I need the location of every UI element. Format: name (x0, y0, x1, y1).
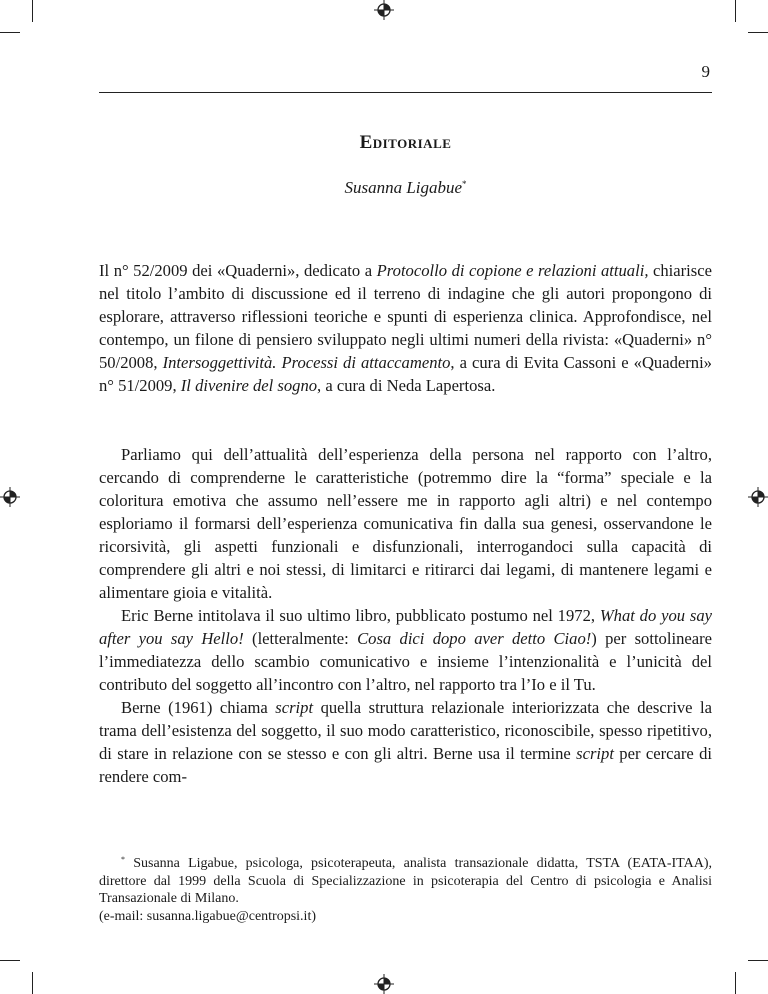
article-title: Editoriale (359, 132, 452, 153)
crop-mark (735, 0, 736, 22)
text-run: , a cura di Evita Cassoni e «Quaderni» n° 51/2009, (99, 353, 712, 395)
italic-title: Intersoggettività. Processi di attaccamento (162, 353, 451, 372)
footnote-marker: * (462, 179, 467, 189)
text-run: Eric Berne intitolava il suo ultimo libro, pubblicato postumo nel 1972, (121, 606, 600, 625)
text-run: , a cura di Neda Lapertosa. (317, 376, 496, 395)
text-run: Berne (1961) chiama (121, 698, 276, 717)
crop-mark (32, 0, 33, 22)
text-run: Il n° 52/2009 dei «Quaderni», dedicato a (99, 261, 377, 280)
text-run: per cercare di rendere com- (99, 744, 712, 786)
crop-mark (0, 960, 20, 961)
author-name: Susanna Ligabue (344, 178, 463, 197)
author-line (99, 178, 712, 198)
text-run: (letteralmente: (243, 629, 358, 648)
page-number: 9 (701, 62, 710, 81)
registration-mark-icon (0, 487, 20, 507)
crop-mark (748, 960, 768, 961)
crop-mark (735, 972, 736, 994)
registration-mark-icon (748, 487, 768, 507)
crop-mark (748, 32, 768, 33)
paragraph: Parliamo qui dell’attualità dell’esperienza della persona nel rapporto con l’altro, cercando di comprenderne le caratteristiche (potremmo dire la “forma” speciale e la coloritura emotiva che assumo nell’essere me in rapporto agli altri) e nel contempo esploriamo il formarsi dell’esperienza comunicativa fin dalla sua genesi, osservandone le ricorsività, gli aspetti funzionali e disfunzionali, interrogandoci sulla capacità di comprendere gli altri e noi stessi, di limitarci e ritirarci dai legami, di mantenere legami e alimentare gioia e vitalità. (99, 445, 712, 602)
text-run: ) per sottolineare l’immediatezza dello scambio comunicativo e insieme l’intenzionalità e l’unicità del contributo del soggetto all’incontro con l’altro, nel rapporto tra l’Io e il Tu. (99, 629, 712, 694)
italic-title: Protocollo di copione e relazioni attuali, (376, 261, 649, 280)
text-run: quella struttura relazionale interiorizzata che descrive la trama dell’esistenza del soggetto, il suo modo caratteristico, riconoscibile, spesso ripetitivo, di stare in relazione con se stesso e con gli altri. Berne usa il termine (99, 698, 712, 763)
crop-mark (32, 972, 33, 994)
footnote-body: Susanna Ligabue, psicologa, psicoterapeuta, analista transazionale didatta, TSTA (EATA-ITAA), direttore dal 1999 della Scuola di Specializzazione in psicoterapia del Centro di psicologia e Analisi Transazionale di Milano. (99, 856, 712, 906)
italic-title: What do you say after you say Hello! (99, 606, 712, 648)
header-rule (99, 92, 712, 93)
paragraph (99, 696, 712, 788)
footnote (99, 851, 712, 925)
italic-term: script (576, 744, 614, 763)
registration-mark-icon (374, 0, 394, 20)
footnote-text (99, 851, 712, 908)
registration-mark-icon (374, 974, 394, 994)
italic-title: Cosa dici dopo aver detto Ciao! (357, 629, 592, 648)
text-run: chiarisce nel titolo l’ambito di discussione ed il terreno di indagine che gli autori propongono di esplorare, attraverso riflessioni teoriche e spunti di esperienza clinica. Approfondisce, nel contempo, un filone di pensiero sviluppato negli ultimi numeri della rivista: «Quaderni» n° 50/2008, (99, 261, 712, 372)
footnote-email: (e-mail: susanna.ligabue@centropsi.it) (99, 908, 316, 924)
footnote-marker: * (121, 855, 125, 864)
italic-title: Il divenire del sogno (180, 376, 318, 395)
paragraph (99, 604, 712, 696)
body-text (99, 443, 712, 788)
crop-mark (0, 32, 20, 33)
paragraph-intro (99, 259, 712, 397)
italic-term: script (275, 698, 314, 717)
